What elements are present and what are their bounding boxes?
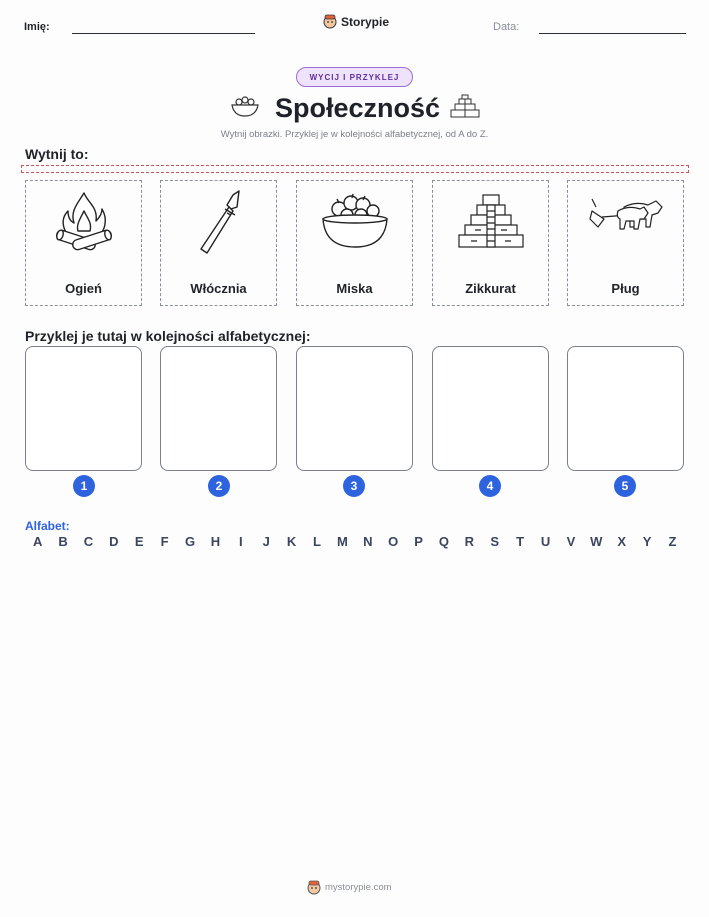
card-label: Ogień — [65, 281, 102, 296]
bowl-title-icon — [229, 94, 261, 118]
alphabet-label: Alfabet: — [25, 519, 70, 533]
slot-number: 5 — [614, 475, 636, 497]
name-label: Imię: — [24, 21, 50, 33]
alphabet-letter: P — [414, 534, 423, 549]
alphabet-letter: Y — [642, 534, 652, 549]
date-line[interactable] — [539, 33, 686, 34]
alphabet-letter: N — [363, 534, 373, 549]
alphabet-letter: X — [617, 534, 627, 549]
alphabet-letter: H — [210, 534, 221, 549]
brand-logo — [323, 14, 389, 29]
cut-guide-line — [21, 165, 689, 173]
alphabet-letter: V — [566, 534, 576, 549]
alphabet-letter: R — [464, 534, 475, 549]
campfire-icon — [46, 189, 122, 259]
slot-number: 3 — [343, 475, 365, 497]
paste-heading: Przyklej je tutaj w kolejności alfabetycznej: — [25, 328, 311, 344]
alphabet-letter: O — [388, 534, 399, 549]
brand-name: Storypie — [341, 14, 390, 29]
alphabet-letter: K — [286, 534, 297, 549]
footer-site[interactable]: mystorypie.com — [325, 882, 392, 893]
footer — [307, 880, 392, 895]
ziggurat-icon — [453, 189, 529, 259]
paste-slot-3[interactable] — [296, 346, 413, 471]
slot-number: 2 — [208, 475, 230, 497]
bowl-icon — [317, 189, 393, 259]
alphabet-letter: A — [33, 534, 43, 549]
cut-card-zikkurat[interactable] — [432, 180, 549, 306]
alphabet-letter: G — [184, 534, 196, 549]
alphabet-letter: L — [313, 534, 321, 549]
cut-and-paste-badge: WYCIJ I PRZYKLEJ — [296, 67, 413, 87]
date-label: Data: — [493, 21, 520, 33]
instructions: Wytnij obrazki. Przyklej je w kolejności alfabetycznej, od A do Z. — [220, 129, 489, 140]
cut-card-ogien[interactable] — [25, 180, 142, 306]
paste-slot-2[interactable] — [160, 346, 277, 471]
alphabet-letter: Z — [668, 534, 677, 549]
cut-card-wlocznia[interactable] — [160, 180, 277, 306]
plough-icon — [588, 189, 664, 259]
alphabet-letter: I — [239, 534, 243, 549]
card-label: Pług — [611, 281, 640, 296]
alphabet-letter: B — [58, 534, 68, 549]
spear-icon — [181, 189, 257, 259]
card-label: Zikkurat — [465, 281, 516, 296]
alphabet-letter: Q — [438, 534, 449, 549]
paste-slot-1[interactable] — [25, 346, 142, 471]
card-label: Miska — [336, 281, 373, 296]
alphabet-letter: D — [109, 534, 119, 549]
alphabet-row — [25, 534, 685, 549]
alphabet-letter: F — [160, 534, 169, 549]
slot-number: 4 — [479, 475, 501, 497]
alphabet-letter: U — [540, 534, 551, 549]
card-label: Włócznia — [190, 281, 247, 296]
alphabet-letter: E — [134, 534, 144, 549]
cut-card-plug[interactable] — [567, 180, 684, 306]
cut-heading: Wytnij to: — [25, 146, 89, 162]
alphabet-letter: T — [516, 534, 525, 549]
alphabet-letter: M — [336, 534, 348, 549]
page-title: Społeczność — [275, 93, 441, 123]
name-line[interactable] — [72, 33, 255, 34]
paste-slot-5[interactable] — [567, 346, 684, 471]
alphabet-letter: S — [490, 534, 500, 549]
slot-number: 1 — [73, 475, 95, 497]
storypie-mascot-icon — [307, 880, 321, 895]
alphabet-letter: C — [83, 534, 94, 549]
ziggurat-title-icon — [449, 93, 481, 119]
paste-slot-4[interactable] — [432, 346, 549, 471]
storypie-mascot-icon — [323, 14, 337, 29]
alphabet-letter: J — [262, 534, 270, 549]
alphabet-letter: W — [590, 534, 603, 549]
cut-card-miska[interactable] — [296, 180, 413, 306]
